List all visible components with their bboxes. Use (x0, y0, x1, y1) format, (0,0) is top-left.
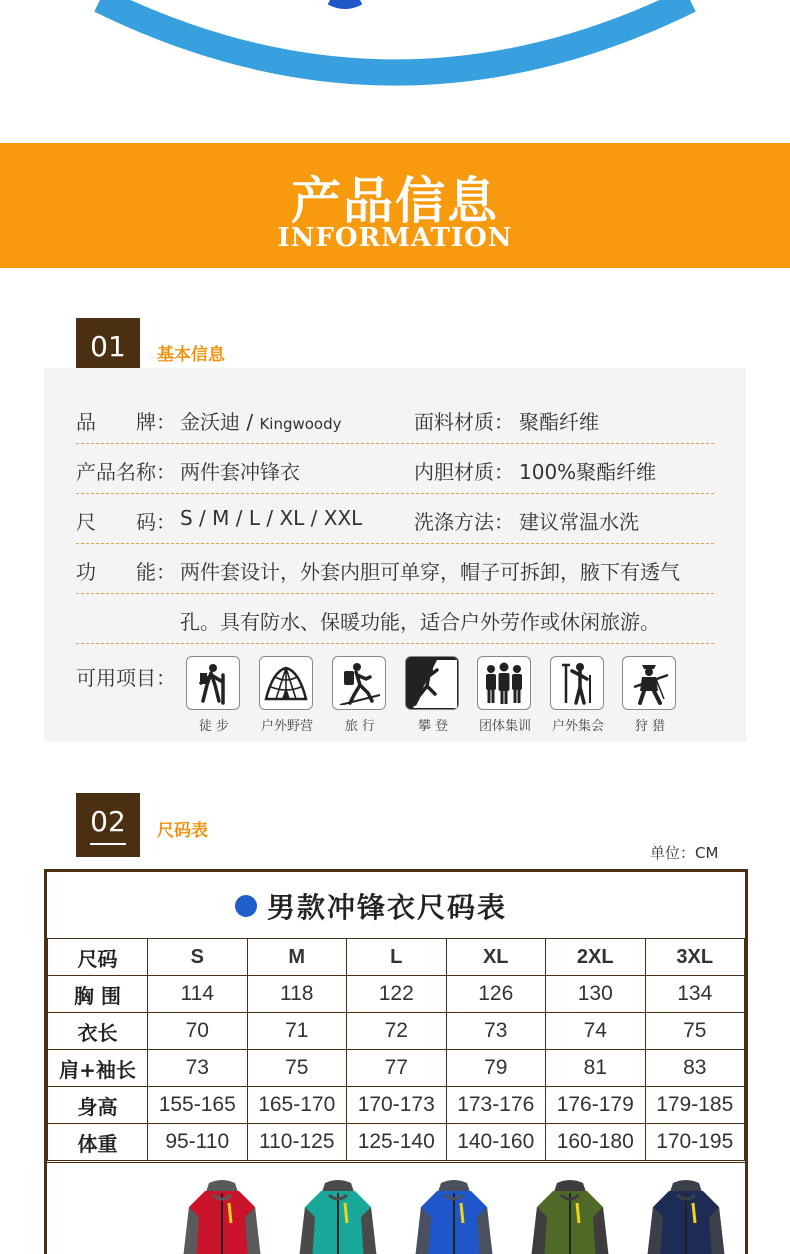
activity-travel (332, 656, 388, 734)
brand-key: 品 牌： (76, 410, 176, 434)
row-label-cell: 尺码 (48, 939, 148, 976)
brand-value: 金沃迪 / Kingwoody (180, 410, 342, 434)
size-cell: 75 (247, 1050, 347, 1087)
info-row-size (76, 494, 714, 544)
red-jacket (179, 1177, 265, 1254)
table-row (48, 976, 745, 1013)
row-label-cell: 肩+袖长 (48, 1050, 148, 1087)
size-cell: 170-195 (645, 1124, 745, 1161)
size-cell: 122 (347, 976, 447, 1013)
size-cell: 125-140 (347, 1124, 447, 1161)
navy-jacket (643, 1177, 729, 1254)
activity-camping (259, 656, 315, 734)
size-cell: 79 (446, 1050, 546, 1087)
usable-activities-key: 可用项目： (76, 666, 176, 690)
row-label-cell: 体重 (48, 1124, 148, 1161)
bullet-dot (235, 895, 257, 917)
table-row (48, 1050, 745, 1087)
gathering-icon (554, 661, 600, 705)
wash-value: 建议常温水洗 (519, 510, 639, 534)
hunting-icon (626, 661, 672, 705)
size-cell: XL (446, 939, 546, 976)
info-row-name (76, 444, 714, 494)
section-number-underline (90, 843, 126, 845)
size-cell: 110-125 (247, 1124, 347, 1161)
size-cell: 160-180 (546, 1124, 646, 1161)
function-key: 功 能： (76, 560, 176, 584)
function-value-line2: 孔。具有防水、保暖功能，适合户外劳作或休闲旅游。 (180, 610, 660, 634)
row-label-cell: 身高 (48, 1087, 148, 1124)
size-cell: 179-185 (645, 1087, 745, 1124)
activity-label: 徒 步 (198, 719, 230, 734)
size-cell: 2XL (546, 939, 646, 976)
wash-key: 洗涤方法： (414, 510, 514, 534)
table-row (48, 1087, 745, 1124)
size-cell: 173-176 (446, 1087, 546, 1124)
size-cell: 140-160 (446, 1124, 546, 1161)
section-02-label: 尺码表 (157, 821, 208, 841)
size-cell: 114 (148, 976, 248, 1013)
size-cell: S (148, 939, 248, 976)
activity-climbing (405, 656, 461, 734)
size-cell: 70 (148, 1013, 248, 1050)
size-cell: 72 (347, 1013, 447, 1050)
group-icon (481, 661, 527, 705)
activity-label: 旅 行 (344, 719, 376, 734)
activity-label: 户外野营 (260, 719, 313, 734)
activity-hunting (622, 656, 678, 734)
hiking-icon (191, 661, 235, 705)
section-02-badge (76, 793, 140, 857)
size-cell: 95-110 (148, 1124, 248, 1161)
activity-label: 狩 猎 (634, 719, 666, 734)
size-cell: 155-165 (148, 1087, 248, 1124)
product-name-value: 两件套冲锋衣 (180, 460, 300, 484)
size-cell: 77 (347, 1050, 447, 1087)
size-table-title (47, 872, 745, 938)
size-cell: 3XL (645, 939, 745, 976)
unit-label: 单位：CM (650, 844, 719, 862)
jacket-color-strip (47, 1162, 745, 1254)
banner-title: 产品信息 (291, 172, 499, 230)
banner-subtitle: INFORMATION (277, 223, 513, 253)
army-green-jacket (527, 1177, 613, 1254)
activity-group-training (477, 656, 533, 734)
size-cell: 176-179 (546, 1087, 646, 1124)
size-cell: 75 (645, 1013, 745, 1050)
activity-label: 团体集训 (478, 719, 531, 734)
fabric-value: 聚酯纤维 (519, 410, 599, 434)
row-label-cell: 胸 围 (48, 976, 148, 1013)
info-row-function-cont (76, 594, 714, 644)
size-table (47, 938, 745, 1161)
table-row (48, 1124, 745, 1161)
info-row-brand (76, 394, 714, 444)
section-number: 01 (90, 330, 126, 363)
size-cell: 170-173 (347, 1087, 447, 1124)
activity-label: 攀 登 (417, 719, 449, 734)
table-header-row (48, 939, 745, 976)
size-cell: M (247, 939, 347, 976)
size-cell: 118 (247, 976, 347, 1013)
row-label-cell: 衣长 (48, 1013, 148, 1050)
blue-jacket (411, 1177, 497, 1254)
brand-value-en: Kingwoody (259, 415, 342, 433)
size-cell: 130 (546, 976, 646, 1013)
teal-jacket (295, 1177, 381, 1254)
size-cell: 73 (148, 1050, 248, 1087)
backpacker-icon (336, 661, 382, 705)
function-value-line1: 两件套设计，外套内胆可单穿，帽子可拆卸，腋下有透气 (180, 560, 680, 584)
climbing-icon (407, 658, 457, 708)
section-number: 02 (90, 805, 126, 838)
size-cell: 73 (446, 1013, 546, 1050)
size-cell: 165-170 (247, 1087, 347, 1124)
activity-hiking (186, 656, 242, 734)
lining-key: 内胆材质： (414, 460, 514, 484)
size-value: S / M / L / XL / XXL (180, 506, 363, 530)
activity-label: 户外集会 (551, 719, 604, 734)
table-row (48, 1013, 745, 1050)
size-cell: 71 (247, 1013, 347, 1050)
info-row-function (76, 544, 714, 594)
product-name-key: 产品名称： (76, 460, 176, 484)
section-01-label: 基本信息 (157, 345, 225, 365)
tent-icon (263, 663, 309, 703)
size-cell: 126 (446, 976, 546, 1013)
size-key: 尺 码： (76, 510, 176, 534)
info-banner (0, 143, 790, 268)
activity-outdoor-gathering (550, 656, 606, 734)
size-cell: 83 (645, 1050, 745, 1087)
decorative-arc (0, 0, 790, 130)
fabric-key: 面料材质： (414, 410, 514, 434)
size-cell: 134 (645, 976, 745, 1013)
size-cell: 81 (546, 1050, 646, 1087)
size-table-title-text: 男款冲锋衣尺码表 (267, 891, 508, 924)
size-cell: L (347, 939, 447, 976)
size-table-frame (44, 869, 748, 1254)
lining-value: 100%聚酯纤维 (519, 460, 657, 484)
size-cell: 74 (546, 1013, 646, 1050)
